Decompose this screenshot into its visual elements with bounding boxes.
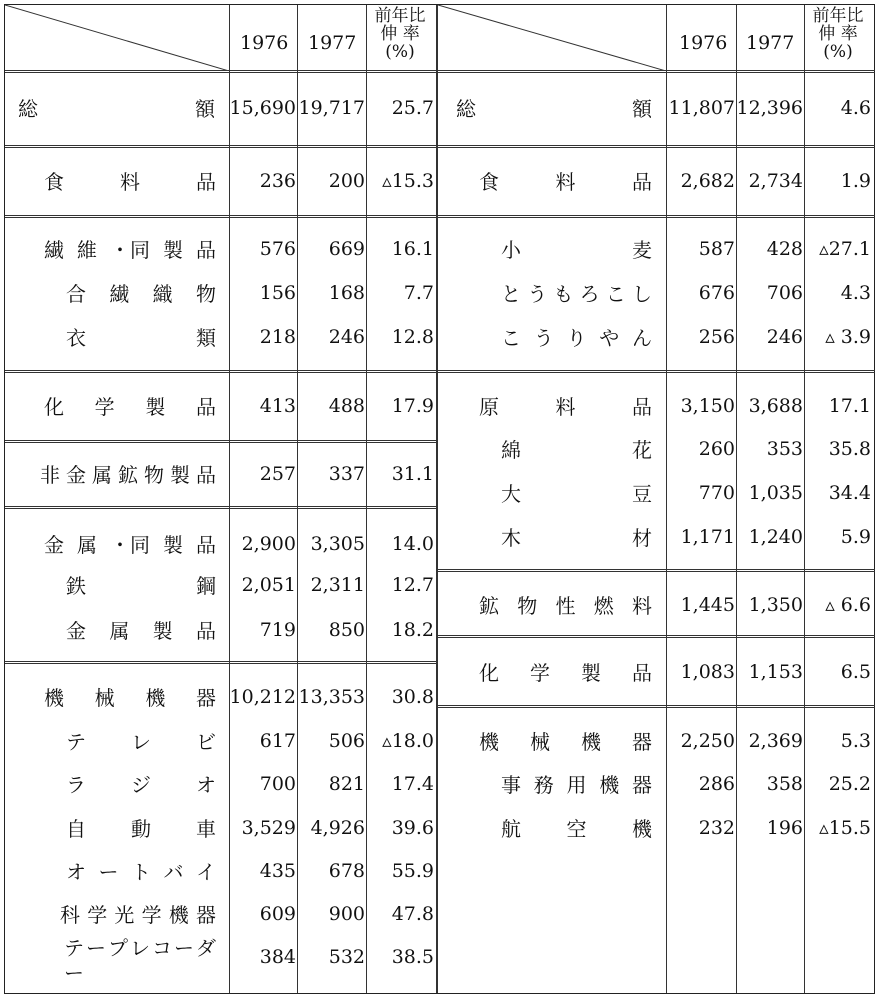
right-row-1977: 358 [766,773,803,795]
left-row-label: 総 額 [18,97,215,121]
left-sep-1 [5,145,436,148]
left-row-1977: 900 [328,903,365,925]
right-row-1976: 1,445 [680,594,735,616]
left-row-ratio: 7.7 [403,282,434,304]
right-row-1977: 2,369 [748,730,803,752]
header-diagonal-left [5,5,229,71]
left-sep-2 [5,215,436,218]
right-row-ratio: ▵ 6.6 [825,594,871,616]
left-row-label: 繊 維 ・同 製 品 [44,238,216,262]
divider-left-1976 [297,5,298,993]
left-row-1977: 3,305 [310,533,365,555]
right-row-label: 食 料 品 [479,170,652,194]
left-row-1977: 13,353 [298,686,365,708]
left-row-ratio: ▵15.3 [382,170,434,192]
left-row-1976: 700 [259,773,296,795]
left-row-ratio: 14.0 [391,533,434,555]
left-row-1976: 384 [259,946,296,968]
header-year-1977-right: 1977 [746,32,795,54]
left-row-1977: 532 [328,946,365,968]
left-row-label: 金 属 製 品 [66,619,216,643]
left-row-1977: 19,717 [298,97,365,119]
left-row-ratio: 12.7 [391,574,434,596]
left-row-1976: 435 [259,860,296,882]
left-row-1976: 413 [259,395,296,417]
right-row-label: 鉱 物 性 燃 料 [479,594,652,618]
left-row-ratio: 12.8 [391,326,434,348]
right-row-1976: 260 [698,438,735,460]
left-sep-3 [5,370,436,373]
right-row-1977: 1,350 [748,594,803,616]
left-row-1977: 821 [328,773,365,795]
right-sep-2 [438,215,875,218]
header-ratio-left: 前年比 伸 率 (%) [374,6,426,62]
left-row-label: 食 料 品 [44,170,216,194]
left-row-1976: 2,051 [241,574,296,596]
left-row-1976: 257 [259,463,296,485]
left-row-ratio: 38.5 [391,946,434,968]
right-row-ratio: ▵ 3.9 [825,326,871,348]
right-row-label: 総 額 [456,97,652,121]
left-row-1977: 678 [328,860,365,882]
right-row-label: こ う り や ん [501,326,652,350]
left-row-1977: 488 [328,395,365,417]
right-row-1976: 232 [698,817,735,839]
left-row-ratio: 31.1 [391,463,434,485]
left-row-1976: 609 [259,903,296,925]
left-row-1976: 218 [259,326,296,348]
right-row-1976: 11,807 [668,97,735,119]
divider-center [436,5,438,993]
right-row-1976: 770 [698,482,735,504]
right-row-label: 原 料 品 [479,395,652,419]
right-row-1977: 1,153 [748,661,803,683]
right-sep-6 [438,705,875,708]
left-sep-4 [5,440,436,443]
left-row-ratio: 39.6 [391,817,434,839]
left-row-label: ラ ジ オ [66,773,216,797]
left-sep-5 [5,506,436,509]
left-row-ratio: 17.9 [391,395,434,417]
left-row-1977: 200 [328,170,365,192]
right-row-1977: 3,688 [748,395,803,417]
right-row-label: 小 麦 [501,238,652,262]
left-row-1976: 576 [259,238,296,260]
left-row-ratio: 55.9 [391,860,434,882]
divider-left-1977 [366,5,367,993]
header-year-1976-right: 1976 [679,32,728,54]
left-sep-6 [5,661,436,664]
right-row-ratio: ▵27.1 [819,238,871,260]
left-row-ratio: 16.1 [391,238,434,260]
right-sep-4 [438,569,875,572]
right-row-1976: 587 [698,238,735,260]
left-row-1976: 719 [259,619,296,641]
left-row-label: 化 学 製 品 [44,395,216,419]
right-row-1977: 706 [766,282,803,304]
right-row-1977: 353 [766,438,803,460]
right-row-ratio: 35.8 [828,438,871,460]
left-row-1976: 617 [259,730,296,752]
right-row-ratio: 6.5 [840,661,871,683]
left-row-label: 鉄 鋼 [66,574,216,598]
right-row-1977: 2,734 [748,170,803,192]
right-row-1976: 1,083 [680,661,735,683]
header-rule [5,70,875,73]
left-row-1977: 337 [328,463,365,485]
left-row-1977: 669 [328,238,365,260]
divider-left-label [229,5,230,993]
left-row-ratio: 17.4 [391,773,434,795]
left-row-label: 科 学 光 学 機 器 [60,903,216,927]
left-row-1977: 506 [328,730,365,752]
right-row-ratio: 5.9 [840,526,871,548]
left-row-ratio: 18.2 [391,619,434,641]
left-row-1976: 10,212 [229,686,296,708]
right-row-1976: 3,150 [680,395,735,417]
right-row-1976: 286 [698,773,735,795]
right-sep-3 [438,370,875,373]
left-row-label: 合 繊 織 物 [66,282,216,306]
right-row-ratio: 4.3 [840,282,871,304]
header-year-1976-left: 1976 [240,32,289,54]
left-row-ratio: 47.8 [391,903,434,925]
right-row-label: と う も ろ こ し [501,282,652,306]
right-row-label: 航 空 機 [501,817,652,841]
left-row-label: 自 動 車 [66,817,216,841]
left-row-1977: 850 [328,619,365,641]
header-ratio-right: 前年比 伸 率 (%) [812,6,864,62]
right-row-1977: 428 [766,238,803,260]
right-row-label: 綿 花 [501,438,652,462]
right-row-label: 大 豆 [501,482,652,506]
right-row-ratio: 17.1 [828,395,871,417]
left-row-1976: 236 [259,170,296,192]
left-row-1977: 168 [328,282,365,304]
right-row-1976: 1,171 [680,526,735,548]
right-row-1976: 2,682 [680,170,735,192]
right-row-1976: 2,250 [680,730,735,752]
right-row-ratio: 4.6 [840,97,871,119]
right-row-1977: 246 [766,326,803,348]
right-row-1976: 256 [698,326,735,348]
right-row-1977: 1,240 [748,526,803,548]
left-row-ratio: 30.8 [391,686,434,708]
left-row-1977: 4,926 [310,817,365,839]
left-row-1976: 2,900 [241,533,296,555]
right-row-label: 機 械 機 器 [479,730,652,754]
right-row-1977: 1,035 [748,482,803,504]
right-row-1977: 196 [766,817,803,839]
right-sep-5 [438,635,875,638]
right-row-1976: 676 [698,282,735,304]
left-row-ratio: ▵18.0 [382,730,434,752]
header-year-1977-left: 1977 [308,32,357,54]
right-row-ratio: 25.2 [828,773,871,795]
header-diagonal-right [438,5,666,71]
left-row-label: 金 属 ・同 製 品 [44,533,216,557]
left-row-label: テ レ ビ [66,730,216,754]
right-row-ratio: 34.4 [828,482,871,504]
left-row-1976: 3,529 [241,817,296,839]
right-row-label: 事 務 用 機 器 [501,773,652,797]
left-row-label: 衣 類 [66,326,216,350]
left-row-1976: 156 [259,282,296,304]
right-row-ratio: ▵15.5 [819,817,871,839]
left-row-label: 機 械 機 器 [44,686,216,710]
left-row-label: テ ー プ レ コ ー ダ ー [64,936,216,985]
left-row-1977: 246 [328,326,365,348]
right-row-label: 化 学 製 品 [479,661,652,685]
left-row-1977: 2,311 [310,574,365,596]
left-row-label: 非 金 属 鉱 物 製 品 [40,463,216,487]
right-row-ratio: 5.3 [840,730,871,752]
right-sep-1 [438,145,875,148]
left-row-label: オ ー ト バ イ [66,860,216,884]
left-row-1976: 15,690 [229,97,296,119]
right-row-label: 木 材 [501,526,652,550]
left-row-ratio: 25.7 [391,97,434,119]
right-row-1977: 12,396 [736,97,803,119]
right-row-ratio: 1.9 [840,170,871,192]
